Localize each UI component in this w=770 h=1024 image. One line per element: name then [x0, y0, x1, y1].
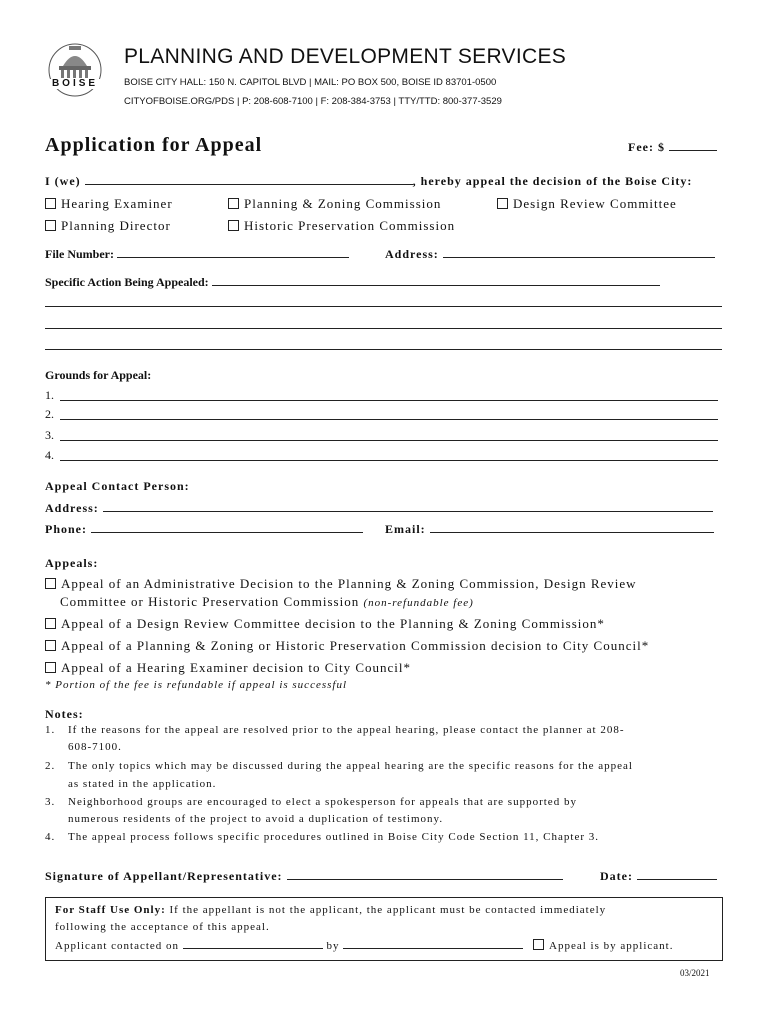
note-3-line2: numerous residents of the project to avoid a duplication of testimony. — [68, 813, 444, 825]
specific-action-label: Specific Action Being Appealed: — [45, 275, 209, 289]
checkbox[interactable] — [45, 578, 56, 589]
appeal-option-3[interactable]: Appeal of a Planning & Zoning or Historic Preservation Commission decision to City Council* — [45, 638, 649, 654]
appellant-name-field[interactable] — [85, 174, 413, 185]
checkbox[interactable] — [45, 220, 56, 231]
contact-line: CITYOFBOISE.ORG/PDS | P: 208-608-7100 | F: 208-384-3753 | TTY/TTD: 800-377-3529 — [124, 96, 502, 107]
note-1-line1: If the reasons for the appeal are resolved prior to the appeal hearing, please contact the planner at 208- — [68, 724, 625, 736]
address-row — [385, 247, 715, 262]
contacted-by-field[interactable] — [343, 938, 523, 949]
revision-date: 03/2021 — [680, 968, 710, 978]
appeal-option-2[interactable]: Appeal of a Design Review Committee decision to the Planning & Zoning Commission* — [45, 616, 605, 632]
refund-footnote: * Portion of the fee is refundable if appeal is successful — [45, 679, 348, 691]
ground-1-field[interactable] — [60, 400, 718, 401]
body-design-review[interactable]: Design Review Committee — [497, 196, 677, 212]
appeal-option-1[interactable]: Appeal of an Administrative Decision to the Planning & Zoning Commission, Design Review — [45, 576, 637, 592]
address-field[interactable] — [443, 247, 715, 258]
contacted-date-field[interactable] — [183, 938, 323, 949]
note-2: 2. — [45, 760, 56, 772]
note-2-line2: as stated in the application. — [68, 778, 217, 790]
contact-person-label: Appeal Contact Person: — [45, 479, 190, 493]
notes-label: Notes: — [45, 707, 84, 721]
specific-action-line-3[interactable] — [45, 328, 722, 329]
date-label: Date: — [600, 869, 633, 883]
email-label: Email: — [385, 522, 426, 536]
signature-field[interactable] — [287, 869, 563, 880]
signature-label: Signature of Appellant/Representative: — [45, 869, 283, 883]
body-planning-director[interactable]: Planning Director — [45, 218, 171, 234]
file-number-row — [45, 247, 349, 262]
checkbox[interactable] — [45, 198, 56, 209]
specific-action-line-2[interactable] — [45, 306, 722, 307]
checkbox[interactable] — [533, 939, 544, 950]
ground-3-field[interactable] — [60, 440, 718, 441]
ground-4: 4. — [45, 448, 54, 462]
fee-label: Fee: $ — [628, 140, 665, 154]
page-title: Application for Appeal — [45, 134, 263, 156]
checkbox[interactable] — [45, 640, 56, 651]
note-3-line1: Neighborhood groups are encouraged to elect a spokesperson for appeals that are supported by — [68, 796, 577, 808]
date-row — [600, 869, 717, 884]
body-historic-preservation[interactable]: Historic Preservation Commission — [228, 218, 455, 234]
appeal-intro-right: , hereby appeal the decision of the Boise City: — [412, 174, 693, 188]
appeal-option-4[interactable]: Appeal of a Hearing Examiner decision to City Council* — [45, 660, 411, 676]
phone-label: Phone: — [45, 522, 87, 536]
appeal-intro — [45, 174, 692, 189]
staff-line-1: For Staff Use Only: If the appellant is not the applicant, the applicant must be contacted immediately — [55, 904, 607, 916]
address-line: BOISE CITY HALL: 150 N. CAPITOL BLVD | MAIL: PO BOX 500, BOISE ID 83701-0500 — [124, 77, 497, 88]
file-number-label: File Number: — [45, 247, 114, 261]
note-4: 4. — [45, 831, 56, 843]
address-label: Address: — [385, 247, 439, 261]
specific-action-field[interactable] — [212, 275, 660, 286]
staff-label: For Staff Use Only: — [55, 904, 166, 916]
staff-use-box — [45, 897, 723, 961]
checkbox[interactable] — [45, 618, 56, 629]
email-field[interactable] — [430, 522, 714, 533]
city-logo — [44, 40, 106, 106]
email-row — [385, 522, 714, 537]
checkbox[interactable] — [228, 198, 239, 209]
ground-2: 2. — [45, 407, 54, 421]
contact-address-label: Address: — [45, 501, 99, 515]
appeal-intro-left: I (we) — [45, 174, 81, 188]
checkbox[interactable] — [497, 198, 508, 209]
contact-address-field[interactable] — [103, 501, 713, 512]
note-3: 3. — [45, 796, 56, 808]
fee-field[interactable] — [669, 140, 717, 151]
note-1-line2: 608-7100. — [68, 741, 122, 753]
specific-action-row — [45, 275, 660, 290]
staff-line-2: following the acceptance of this appeal. — [55, 921, 270, 933]
checkbox[interactable] — [45, 662, 56, 673]
phone-field[interactable] — [91, 522, 363, 533]
appeal-option-1-line2: Committee or Historic Preservation Commission (non-refundable fee) — [60, 594, 474, 609]
ground-1: 1. — [45, 388, 54, 402]
note-4-line1: The appeal process follows specific procedures outlined in Boise City Code Section 11, Chapter 3. — [68, 831, 599, 843]
staff-line-3: Applicant contacted on by Appeal is by applicant. — [55, 940, 674, 952]
contact-address-row — [45, 501, 713, 516]
note-1: 1. — [45, 724, 56, 736]
phone-row — [45, 522, 363, 537]
ground-4-field[interactable] — [60, 460, 718, 461]
ground-2-field[interactable] — [60, 419, 718, 420]
date-field[interactable] — [637, 869, 717, 880]
note-2-line1: The only topics which may be discussed during the appeal hearing are the specific reasons for the appeal — [68, 760, 633, 772]
logo-text: BOISE — [51, 78, 99, 89]
grounds-label: Grounds for Appeal: — [45, 368, 152, 382]
specific-action-line-4[interactable] — [45, 349, 722, 350]
signature-row — [45, 869, 563, 884]
fee-row — [628, 140, 717, 155]
non-refundable-note: (non-refundable fee) — [363, 597, 474, 609]
org-name: PLANNING AND DEVELOPMENT SERVICES — [124, 45, 567, 68]
capitol-dome-icon — [44, 40, 106, 106]
body-hearing-examiner[interactable]: Hearing Examiner — [45, 196, 173, 212]
ground-3: 3. — [45, 428, 54, 442]
checkbox[interactable] — [228, 220, 239, 231]
file-number-field[interactable] — [117, 247, 349, 258]
appeals-label: Appeals: — [45, 556, 99, 570]
body-pz-commission[interactable]: Planning & Zoning Commission — [228, 196, 441, 212]
